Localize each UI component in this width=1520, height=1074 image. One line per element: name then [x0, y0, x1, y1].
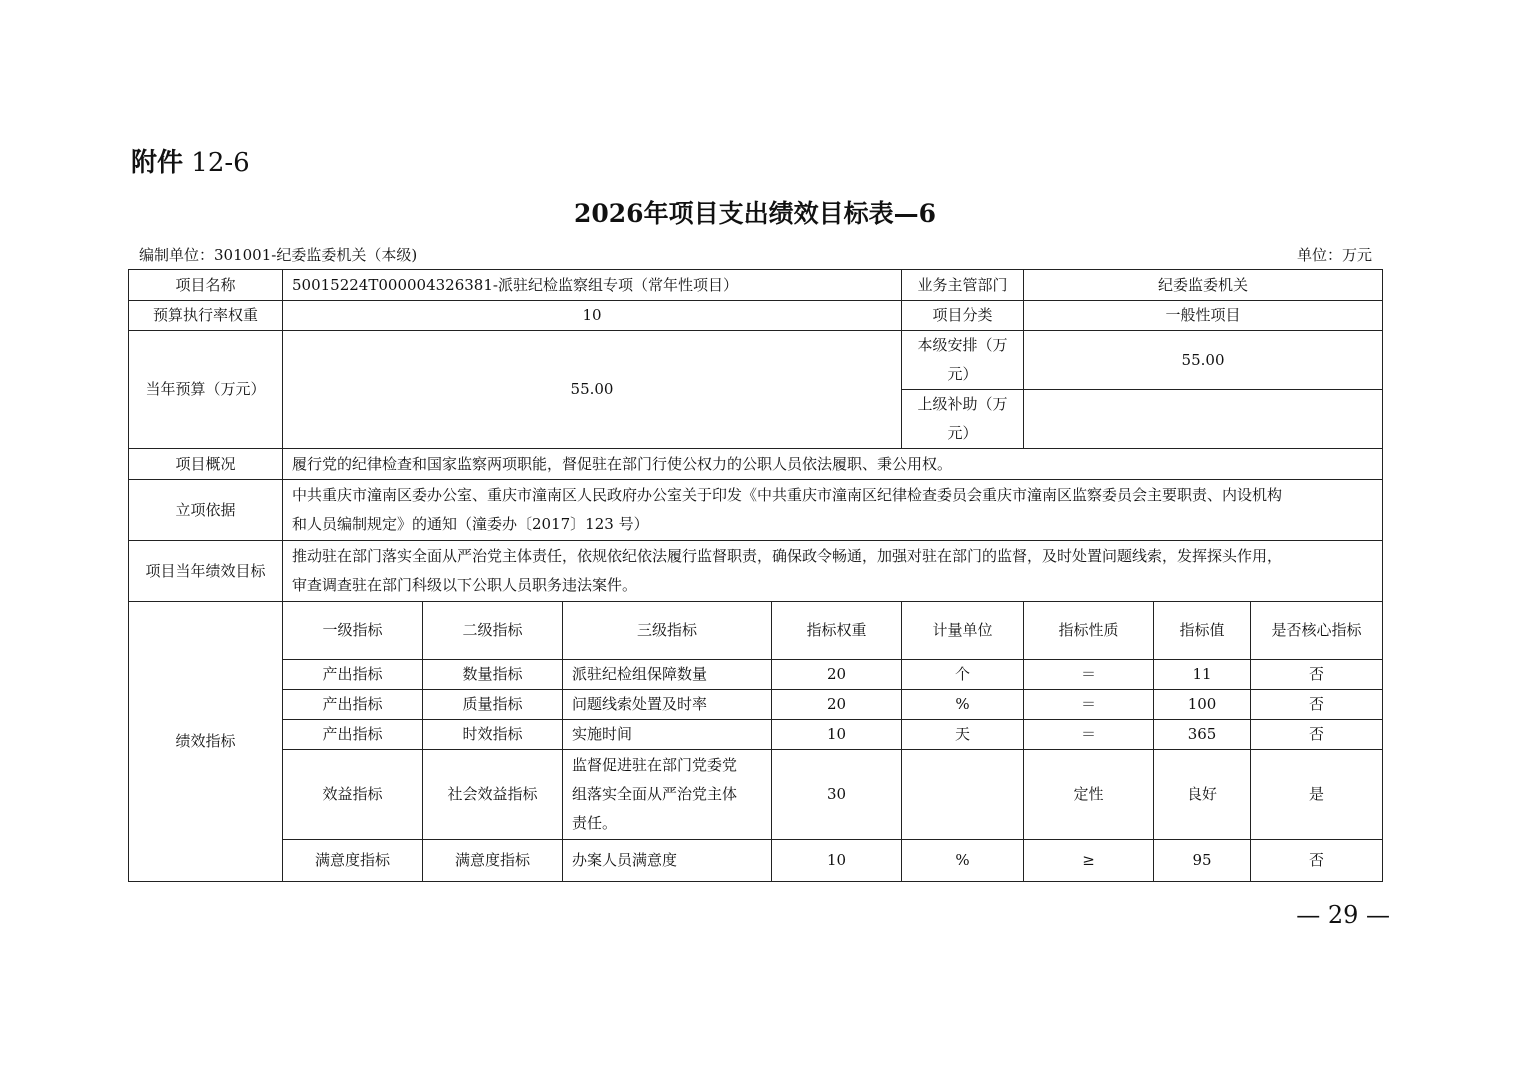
row1-nature: ＝	[1024, 660, 1154, 690]
weight-value: 10	[283, 301, 902, 331]
row1-level2: 数量指标	[423, 660, 563, 690]
project-name-label: 项目名称	[129, 270, 283, 301]
row4-level3-line-2: 组落实全面从严治党主体	[572, 785, 738, 803]
goal-label: 项目当年绩效目标	[129, 541, 283, 602]
row3-level1: 产出指标	[283, 720, 423, 750]
overview-value: 履行党的纪律检查和国家监察两项职能，督促驻在部门行使公权力的公职人员依法履职、秉公用权。	[283, 449, 1383, 480]
goal-value	[283, 541, 1383, 602]
row4-core: 是	[1251, 750, 1383, 840]
row1-value: 11	[1154, 660, 1251, 690]
row2-level2: 质量指标	[423, 690, 563, 720]
row5-weight: 10	[772, 840, 902, 882]
row5-level1: 满意度指标	[283, 840, 423, 882]
header-value: 指标值	[1154, 602, 1251, 660]
row2-value: 100	[1154, 690, 1251, 720]
row1-weight: 20	[772, 660, 902, 690]
goal-line-1: 推动驻在部门落实全面从严治党主体责任，依规依纪依法履行监督职责，确保政令畅通，加强对驻在部门的监督，及时处置问题线索，发挥探头作用，	[292, 547, 1283, 565]
table-row	[129, 750, 1383, 840]
basis-value	[283, 480, 1383, 541]
row4-value: 良好	[1154, 750, 1251, 840]
budget-label: 当年预算（万元）	[129, 331, 283, 449]
table-row	[129, 840, 1383, 882]
row5-value: 95	[1154, 840, 1251, 882]
local-label: 本级安排（万元）	[902, 331, 1024, 390]
budget-value: 55.00	[283, 331, 902, 449]
row4-unit	[902, 750, 1024, 840]
table-row	[129, 660, 1383, 690]
row4-level3-line-1: 监督促进驻在部门党委党	[572, 756, 738, 774]
goal-line-2: 审查调查驻在部门科级以下公职人员职务违法案件。	[292, 576, 638, 594]
row3-value: 365	[1154, 720, 1251, 750]
row3-unit: 天	[902, 720, 1024, 750]
header-level3: 三级指标	[563, 602, 772, 660]
row-basis	[129, 480, 1383, 541]
row2-unit: %	[902, 690, 1024, 720]
row-weight	[129, 301, 1383, 331]
row3-weight: 10	[772, 720, 902, 750]
row5-core: 否	[1251, 840, 1383, 882]
header-nature: 指标性质	[1024, 602, 1154, 660]
category-value: 一般性项目	[1024, 301, 1383, 331]
attachment-prefix: 附件	[131, 148, 184, 178]
row2-core: 否	[1251, 690, 1383, 720]
row1-core: 否	[1251, 660, 1383, 690]
row5-nature: ≥	[1024, 840, 1154, 882]
basis-line-1: 中共重庆市潼南区委办公室、重庆市潼南区人民政府办公室关于印发《中共重庆市潼南区纪律检查委员会重庆市潼南区监察委员会主要职责、内设机构	[292, 486, 1283, 504]
header-weight: 指标权重	[772, 602, 902, 660]
row5-level3: 办案人员满意度	[563, 840, 772, 882]
overview-label: 项目概况	[129, 449, 283, 480]
row1-unit: 个	[902, 660, 1024, 690]
row3-core: 否	[1251, 720, 1383, 750]
row2-nature: ＝	[1024, 690, 1154, 720]
dept-value: 纪委监委机关	[1024, 270, 1383, 301]
row-overview	[129, 449, 1383, 480]
row-goal	[129, 541, 1383, 602]
row4-level2: 社会效益指标	[423, 750, 563, 840]
weight-label: 预算执行率权重	[129, 301, 283, 331]
project-name-value: 50015224T000004326381-派驻纪检监察组专项（常年性项目）	[283, 270, 902, 301]
subsidy-value	[1024, 390, 1383, 449]
row4-level3-line-3: 责任。	[572, 814, 618, 832]
row2-weight: 20	[772, 690, 902, 720]
perf-header-row	[129, 602, 1383, 660]
row2-level1: 产出指标	[283, 690, 423, 720]
page-number: — 29 —	[1296, 901, 1390, 929]
currency-unit: 单位：万元	[1296, 246, 1372, 264]
row3-level3: 实施时间	[563, 720, 772, 750]
row5-level2: 满意度指标	[423, 840, 563, 882]
header-core: 是否核心指标	[1251, 602, 1383, 660]
row1-level1: 产出指标	[283, 660, 423, 690]
row3-level2: 时效指标	[423, 720, 563, 750]
row5-unit: %	[902, 840, 1024, 882]
table-row	[129, 690, 1383, 720]
attachment-label	[131, 146, 250, 180]
header-level1: 一级指标	[283, 602, 423, 660]
row-budget	[129, 331, 1383, 390]
subsidy-label: 上级补助（万元）	[902, 390, 1024, 449]
header-unit: 计量单位	[902, 602, 1024, 660]
row4-weight: 30	[772, 750, 902, 840]
attachment-number: 12-6	[191, 148, 250, 178]
compiling-unit: 编制单位：301001-纪委监委机关（本级)	[139, 246, 418, 264]
row3-nature: ＝	[1024, 720, 1154, 750]
basis-label: 立项依据	[129, 480, 283, 541]
local-value: 55.00	[1024, 331, 1383, 390]
row4-level3	[563, 750, 772, 840]
performance-target-table	[128, 269, 1383, 882]
row4-level1: 效益指标	[283, 750, 423, 840]
row1-level3: 派驻纪检组保障数量	[563, 660, 772, 690]
basis-line-2: 和人员编制规定》的通知（潼委办〔2017〕123 号）	[292, 515, 649, 533]
row4-nature: 定性	[1024, 750, 1154, 840]
perf-label: 绩效指标	[129, 602, 283, 882]
row2-level3: 问题线索处置及时率	[563, 690, 772, 720]
row-project-name	[129, 270, 1383, 301]
category-label: 项目分类	[902, 301, 1024, 331]
table-row	[129, 720, 1383, 750]
document-title: 2026年项目支出绩效目标表—6	[574, 199, 936, 228]
dept-label: 业务主管部门	[902, 270, 1024, 301]
header-level2: 二级指标	[423, 602, 563, 660]
